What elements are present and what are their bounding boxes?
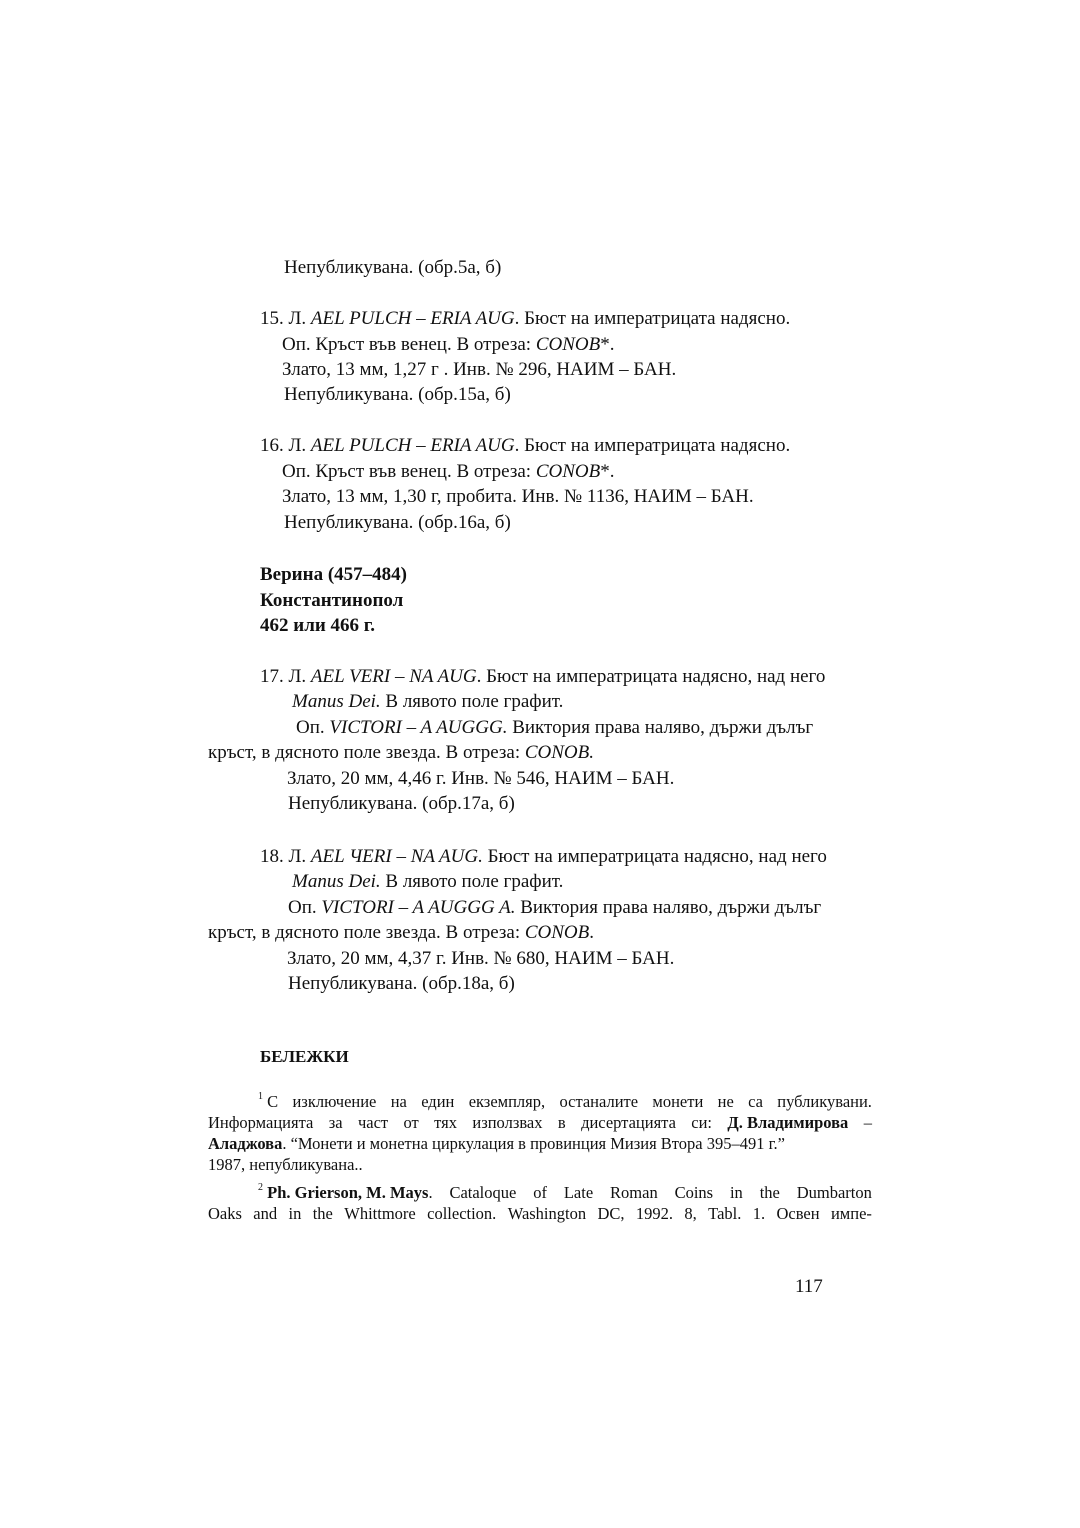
item-17-publication: Непубликувана. (обр.17а, б) bbox=[288, 793, 515, 814]
item-15-metal: Злато, 13 мм, 1,27 г . Инв. № 296, НАИМ – БАН. bbox=[282, 359, 677, 380]
item-16-obverse: 16. Л. AEL PULCH – ERIA AUG. Бюст на императрицата надясно. bbox=[260, 435, 791, 456]
footnote-1-line-1: $^1$ С изключение на един екземпляр, останалите монети не са публикувани. bbox=[258, 1091, 872, 1111]
section-ruler: Верина (457–484) bbox=[260, 564, 407, 585]
footnote-1-author: Д. Владимирова bbox=[727, 1113, 849, 1132]
item-17-metal: Злато, 20 мм, 4,46 г. Инв. № 546, НАИМ – БАН. bbox=[287, 768, 675, 789]
item-15-reverse: Оп. Кръст във венец. В отреза: CONOB*. bbox=[282, 334, 615, 355]
item-15-obverse: 15. Л. AEL PULCH – ERIA AUG. Бюст на императрицата надясно. bbox=[260, 308, 791, 329]
page-number: 117 bbox=[795, 1276, 823, 1297]
item-18-metal: Злато, 20 мм, 4,37 г. Инв. № 680, НАИМ – БАН. bbox=[287, 948, 675, 969]
section-mint: Константинопол bbox=[260, 590, 404, 611]
item-18-obverse: 18. Л. AEL ЧERI – NA AUG. Бюст на императрицата надясно, над него bbox=[260, 846, 827, 867]
footnote-1 bbox=[208, 1091, 872, 1175]
item-18-reverse-cont: кръст, в дясното поле звезда. В отреза: CONOB. bbox=[208, 922, 595, 943]
item-17-obverse-cont: Manus Dei. В лявото поле графит. bbox=[292, 691, 564, 712]
unpublished-line-14: Непубликувана. (обр.5а, б) bbox=[284, 257, 502, 278]
footnote-1-line-4: 1987, непубликувана.. bbox=[208, 1155, 363, 1174]
item-18-obverse-cont: Manus Dei. В лявото поле графит. bbox=[292, 871, 564, 892]
footnote-1-lead: $^1$ С bbox=[258, 1091, 279, 1111]
item-18-publication: Непубликувана. (обр.18а, б) bbox=[288, 973, 515, 994]
notes-heading: БЕЛЕЖКИ bbox=[260, 1047, 349, 1066]
item-16-publication: Непубликувана. (обр.16а, б) bbox=[284, 512, 511, 533]
item-18-reverse: Оп. VICTORI – A AUGGG A. Виктория права наляво, държи дълъг bbox=[288, 897, 822, 918]
footnote-1-line-3: Аладжова. “Монети и монетна циркулация в провинция Мизия Втора 395–491 г.” bbox=[208, 1134, 785, 1153]
item-16-reverse: Оп. Кръст във венец. В отреза: CONOB*. bbox=[282, 461, 615, 482]
footnote-1-line-2: Информацията за част от тях използвах в дисертацията си: Д. Владимирова – bbox=[208, 1113, 872, 1132]
footnote-2-line-2: Oaks and in the Whittmore collection. Washington DC, 1992. 8, Tabl. 1. Освен импе- bbox=[208, 1204, 872, 1223]
item-17-reverse-cont: кръст, в дясното поле звезда. В отреза: CONOB. bbox=[208, 742, 595, 763]
item-17-reverse: Оп. VICTORI – A AUGGG. Виктория права наляво, държи дълъг bbox=[296, 717, 814, 738]
footnote-2-line-1: $^2$ Ph. Grierson, M. Mays. Cataloque of Late Roman Coins in the Dumbarton bbox=[258, 1182, 872, 1202]
item-17-obverse: 17. Л. AEL VERI – NA AUG. Бюст на императрицата надясно, над него bbox=[260, 666, 826, 687]
item-15-publication: Непубликувана. (обр.15а, б) bbox=[284, 384, 511, 405]
item-16-metal: Злато, 13 мм, 1,30 г, пробита. Инв. № 1136, НАИМ – БАН. bbox=[282, 486, 754, 507]
section-date: 462 или 466 г. bbox=[260, 615, 376, 636]
footnote-2 bbox=[208, 1182, 872, 1224]
footnote-2-lead: $^2$ Ph. Grierson, M. Mays. bbox=[258, 1182, 433, 1202]
